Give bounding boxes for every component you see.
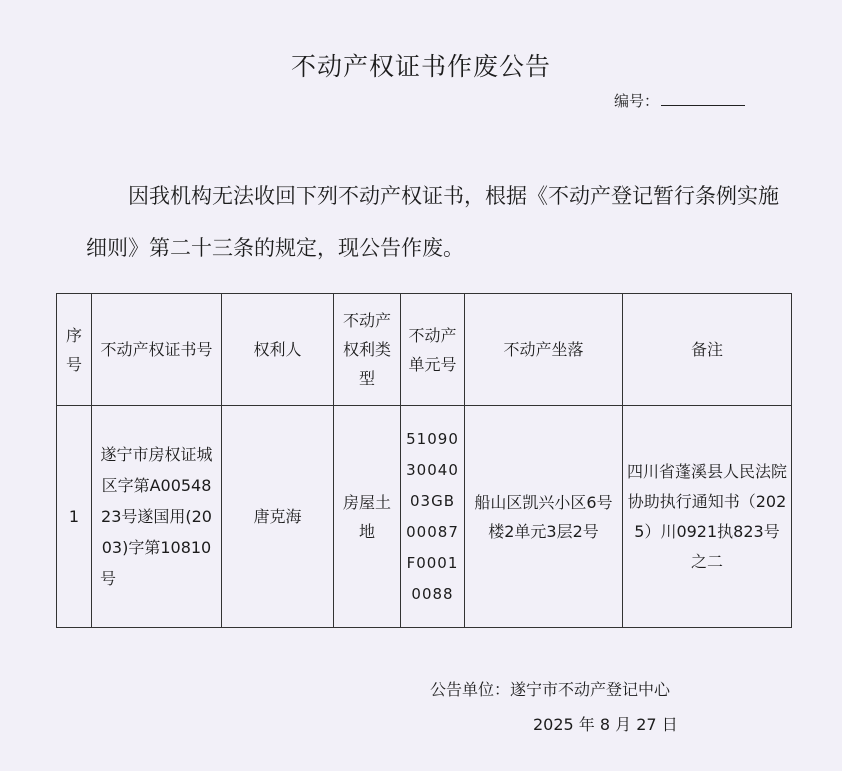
header-seq: 序号 xyxy=(57,294,92,406)
header-location: 不动产坐落 xyxy=(465,294,623,406)
table-row xyxy=(57,406,792,628)
header-unit-no: 不动产单元号 xyxy=(401,294,465,406)
page-title: 不动产权证书作废公告 xyxy=(290,52,551,81)
cell-right-type: 房屋土地 xyxy=(334,406,401,628)
cell-unit-no: 510903004003GB00087F00010088 xyxy=(401,406,465,628)
cell-location: 船山区凯兴小区6号楼2单元3层2号 xyxy=(465,406,623,628)
issuing-unit: 公告单位：遂宁市不动产登记中心 xyxy=(430,680,671,699)
certificate-table xyxy=(56,293,792,628)
serial-label: 编号： xyxy=(614,92,660,110)
table-header-row xyxy=(57,294,792,406)
header-remark: 备注 xyxy=(623,294,792,406)
cell-remark: 四川省蓬溪县人民法院协助执行通知书（2025）川0921执823号之二 xyxy=(623,406,792,628)
cell-cert-no: 遂宁市房权证城区字第A0054823号遂国用(2003)字第10810号 xyxy=(92,406,222,628)
cell-owner: 唐克海 xyxy=(222,406,334,628)
issue-date: 2025 年 8 月 27 日 xyxy=(533,715,678,734)
serial-blank-line xyxy=(661,91,745,106)
header-owner: 权利人 xyxy=(222,294,334,406)
cell-seq: 1 xyxy=(57,406,92,628)
header-cert-no: 不动产权证书号 xyxy=(92,294,222,406)
notice-body: 因我机构无法收回下列不动产权证书，根据《不动产登记暂行条例实施细则》第二十三条的规定，现公告作废。 xyxy=(86,184,779,260)
header-right-type: 不动产权利类型 xyxy=(334,294,401,406)
serial-number xyxy=(614,90,745,111)
